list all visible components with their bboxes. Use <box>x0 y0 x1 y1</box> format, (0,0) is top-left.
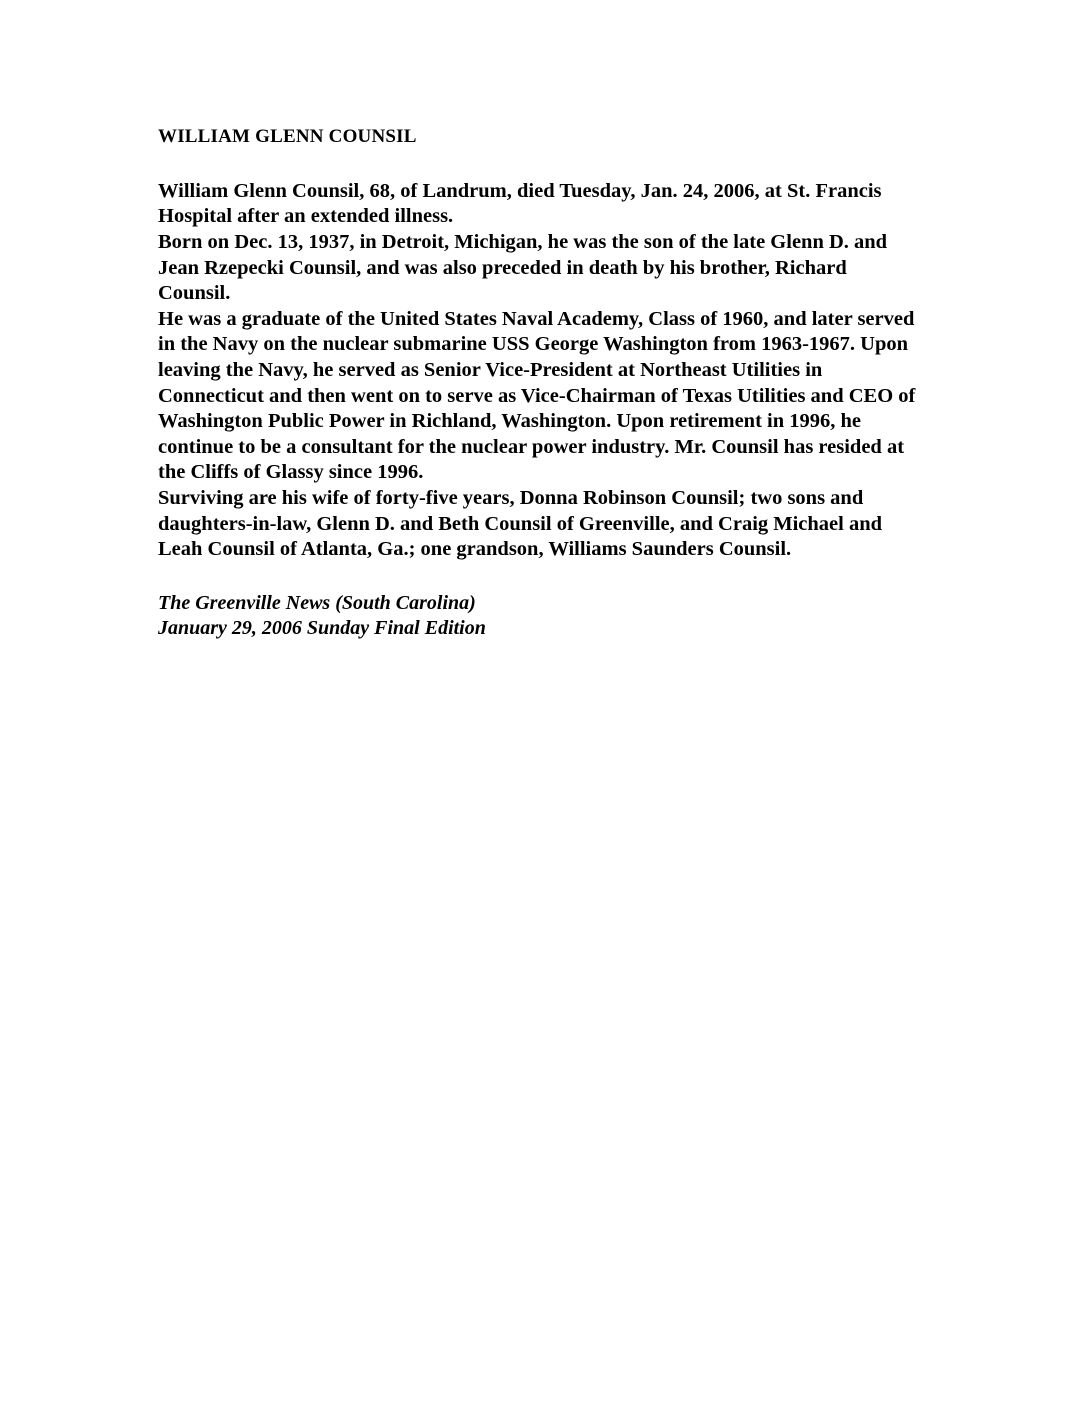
paragraph-2: Born on Dec. 13, 1937, in Detroit, Michigan, he was the son of the late Glenn D. and Jean Rzepecki Counsil, and was also preceded in death by his brother, Richard Counsil. <box>158 230 888 305</box>
obituary-body <box>158 179 924 563</box>
document-content <box>158 126 924 642</box>
source-publication: The Greenville News (South Carolina) <box>158 591 476 614</box>
paragraph-3: He was a graduate of the United States Naval Academy, Class of 1960, and later served in the Navy on the nuclear submarine USS George Washington from 1963-1967. Upon leaving the Navy, he served as Senior Vice-President at Northeast Utilities in Connecticut and then went on to serve as Vice-Chairman of Texas Utilities and CEO of Washington Public Power in Richland, Washington. Upon retirement in 1996, he continue to be a consultant for the nuclear power industry. Mr. Counsil has resided at the Cliffs of Glassy since 1996. <box>158 307 916 484</box>
paragraph-1: William Glenn Counsil, 68, of Landrum, died Tuesday, Jan. 24, 2006, at St. Francis Hospital after an extended illness. <box>158 179 882 228</box>
source-edition: January 29, 2006 Sunday Final Edition <box>158 617 486 640</box>
paragraph-4: Surviving are his wife of forty-five years, Donna Robinson Counsil; two sons and daughters-in-law, Glenn D. and Beth Counsil of Greenville, and Craig Michael and Leah Counsil of Atlanta, Ga.; one grandson, Williams Saunders Counsil. <box>158 486 883 561</box>
source-citation <box>158 591 924 642</box>
page-title: WILLIAM GLENN COUNSIL <box>158 126 417 147</box>
